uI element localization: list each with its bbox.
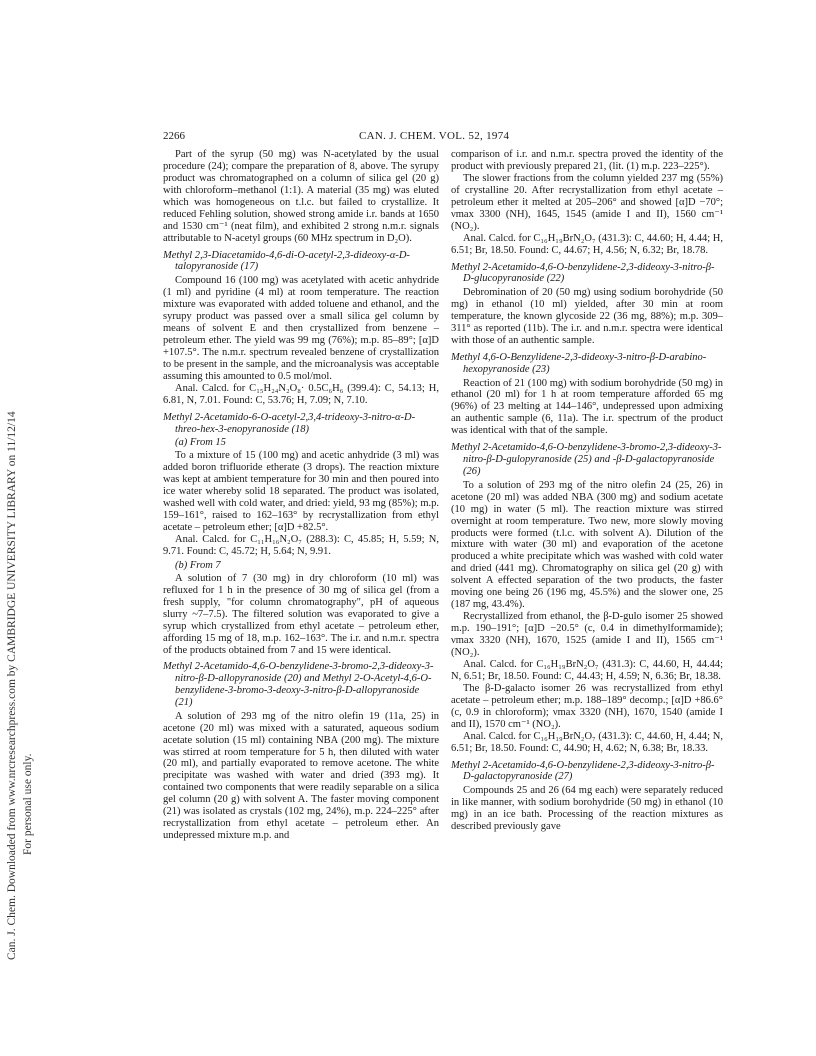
subsection-label: (a) From 15 <box>175 437 226 449</box>
compound-heading: Methyl 2-Acetamido-4,6-O-benzylidene-3-bromo-2,3-dideoxy-3-nitro-β-D-allopyranoside (20) and Methyl 2-O-Acetyl-4,6-O-benzylidene-3-bromo-3-deoxy-3-nitro-β-D-allopyranoside (21) <box>163 661 434 708</box>
paragraph: Compound 16 (100 mg) was acetylated with acetic anhydride (1 ml) and pyridine (4 ml) at room temperature. The reaction mixture was evaporated with added toluene and ethanol, and the syrupy product was passed over a small silica gel column by means of solvent E and then crystallized from benzene – petroleum ether. The yield was 99 mg (76%); m.p. 85–89°; [α]D +107.5°. The n.m.r. spectrum revealed benzene of crystallization to be present in the sample, and the microanalysis was acceptable assuming this amounted to 0.5 mol/mol. <box>163 275 439 382</box>
journal-citation: CAN. J. CHEM. VOL. 52, 1974 <box>359 130 510 142</box>
download-notice <box>2 200 62 960</box>
running-header <box>163 130 723 146</box>
paragraph: To a solution of 293 mg of the nitro olefin 24 (25, 26) in acetone (20 ml) was added NBA (300 mg) and sodium acetate (10 mg) in water (5 ml). The reaction mixture was stirred overnight at room temperature. Two new, more slowly moving products were formed (t.l.c. with solvent A). Dilution of the mixture with water (30 ml) and evaporation of the acetone produced a white precipitate which was washed with cold water and dried (441 mg). Chromatography on silica gel (20 g) with solvent A effected separation of the two products, the faster moving one being 26 (196 mg, 45.5%) and the slower one, 25 (187 mg, 43.4%). <box>451 479 723 611</box>
compound-heading: Methyl 4,6-O-Benzylidene-2,3-dideoxy-3-nitro-β-D-arabino-hexopyranoside (23) <box>451 351 707 375</box>
paragraph: Anal. Calcd. for C₁₅H₂₄N₂O₈· 0.5C₆H₆ (399.4): C, 54.13; H, 6.81, N, 7.01. Found: C, 53.76; H, 7.09; N, 7.10. <box>163 382 439 406</box>
page-number: 2266 <box>163 130 185 142</box>
paragraph: A solution of 293 mg of the nitro olefin 19 (11a, 25) in acetone (20 ml) was mixed with a saturated, aqueous sodium acetate solution (15 ml) containing NBA (200 mg). The mixture was stirred at room temperature for 5 h, then diluted with water (20 ml), and partially evaporated to remove acetone. The white precipitate was washed with water and dried (393 mg). It contained two components that were readily separable on a silica gel column (20 g) with solvent A. The faster moving component (21) was isolated as crystals (102 mg, 24%), m.p. 224–225° after recrystallization from ethyl acetate – petroleum ether. An undepressed mixture m.p. and <box>163 710 439 842</box>
paragraph: Anal. Calcd. for C₁₆H₁₉BrN₂O₇ (431.3): C, 44.60, H, 4.44; N, 6.51; Br, 18.50. Found: C, 44.90; H, 4.62; N, 6.38; Br, 18.33. <box>451 730 723 754</box>
left-column <box>163 149 439 842</box>
paragraph: comparison of i.r. and n.m.r. spectra proved the identity of the product with previously prepared 21, (lit. (1) m.p. 223–225°). <box>451 149 723 172</box>
subsection-label: (b) From 7 <box>175 559 221 571</box>
paragraph: Part of the syrup (50 mg) was N-acetylated by the usual procedure (24); compare the preparation of 8, above. The syrupy product was chromatographed on a column of silica gel (20 g) with chloroform–methanol (1:1). A material (35 mg) was eluted which was homogeneous on t.l.c. but failed to crystallize. It reduced Fehling solution, showed strong amide i.r. bands at 1650 and 1530 cm⁻¹ (neat film), and exhibited 2 strong n.m.r. signals attributable to N-acetyl groups (60 MHz spectrum in D₂O). <box>163 149 439 244</box>
paragraph: Compounds 25 and 26 (64 mg each) were separately reduced in like manner, with sodium borohydride (50 mg) in ethanol (10 mg) in an ice bath. Processing of the reaction mixtures as described previously gave <box>451 785 723 833</box>
compound-heading: Methyl 2-Acetamido-4,6-O-benzylidene-2,3-dideoxy-3-nitro-β-D-glucopyranoside (22) <box>451 261 715 285</box>
paragraph: Anal. Calcd. for C₁₆H₁₉BrN₂O₇ (431.3): C, 44.60; H, 4.44; H, 6.51; Br, 18.50. Found: C, 44.67; H, 4.56; N, 6.32; Br, 18.78. <box>451 232 723 256</box>
compound-heading: Methyl 2-Acetamido-4,6-O-benzylidene-2,3-dideoxy-3-nitro-β-D-galactopyranoside (27) <box>451 759 715 783</box>
paragraph: Anal. Calcd. for C₁₁H₁₆N₂O₇ (288.3): C, 45.85; H, 5.59; N, 9.71. Found: C, 45.72; H, 5.64; N, 9.91. <box>163 533 439 557</box>
right-column <box>451 149 723 833</box>
paragraph: To a mixture of 15 (100 mg) and acetic anhydride (3 ml) was added boron trifluoride etherate (3 drops). The reaction mixture was kept at ambient temperature for 30 min and then poured into ice water whereby solid 18 separated. The product was isolated, washed well with cold water, and dried: yield, 93 mg (85%); m.p. 159–161°, raised to 162–163° by recrystallization from ethyl acetate – petroleum ether; [α]D +82.5°. <box>163 450 439 533</box>
paragraph: Anal. Calcd. for C₁₆H₁₉BrN₂O₇ (431.3): C, 44.60, H, 44.44; N, 6.51; Br, 18.50. Found: C, 44.43; H, 4.59; N, 6.36; Br, 18.38. <box>451 658 723 682</box>
compound-heading: Methyl 2-Acetamido-6-O-acetyl-2,3,4-trideoxy-3-nitro-α-D-threo-hex-3-enopyranoside (18) <box>163 411 416 435</box>
paragraph: Recrystallized from ethanol, the β-D-gulo isomer 25 showed m.p. 190–191°; [α]D −20.5° (c, 0.4 in dimethylformamide); νmax 3320 (NH), 1670, 1525 (amide I and II), 1565 cm⁻¹ (NO₂). <box>451 611 723 659</box>
paragraph: The slower fractions from the column yielded 237 mg (55%) of crystalline 20. After recrystallization from ethyl acetate – petroleum ether it melted at 205–206° and showed [α]D −70°; νmax 3300 (NH), 1645, 1545 (amide I and II), 1560 cm⁻¹ (NO₂). <box>451 172 723 232</box>
compound-heading: Methyl 2,3-Diacetamido-4,6-di-O-acetyl-2,3-dideoxy-α-D-talopyranoside (17) <box>163 249 410 273</box>
paragraph: Debromination of 20 (50 mg) using sodium borohydride (50 mg) in ethanol (10 ml) yielded, after 30 min at room temperature, the known glycoside 22 (36 mg, 88%); m.p. 309–311° as reported (11b). The i.r. and n.m.r. spectra were identical with those of an authentic sample. <box>451 287 723 346</box>
download-notice-line-1: Can. J. Chem. Downloaded from www.nrcresearchpress.com by CAMBRIDGE UNIVERSITY LIBRARY on 11/12/14 <box>6 411 18 960</box>
paragraph: The β-D-galacto isomer 26 was recrystallized from ethyl acetate – petroleum ether; m.p. 188–189° decomp.; [α]D +86.6° (c, 0.9 in chloroform); νmax 3320 (NH), 1670, 1540 (amide I and II), 1570 cm⁻¹ (NO₂). <box>451 682 723 730</box>
paragraph: Reaction of 21 (100 mg) with sodium borohydride (50 mg) in ethanol (20 ml) for 1 h at room temperature afforded 65 mg (96%) of 23 melting at 144–146°, undepressed upon admixing an authentic sample (6, 11a). The i.r. spectrum of the product was identical with that of the sample. <box>451 377 723 437</box>
compound-heading: Methyl 2-Acetamido-4,6-O-benzylidene-3-bromo-2,3-dideoxy-3-nitro-β-D-gulopyranoside (25) and -β-D-galactopyranoside (26) <box>451 442 722 477</box>
download-notice-line-2: For personal use only. <box>22 753 34 855</box>
paragraph: A solution of 7 (30 mg) in dry chloroform (10 ml) was refluxed for 1 h in the presence of 30 mg of silica gel (from a fresh supply, "for column chromatography", pH of aqueous slurry ~7–7.5). The filtered solution was evaporated to give a syrup which crystallized from ethyl acetate – petroleum ether, affording 15 mg of 18, m.p. 162–163°. The i.r. and n.m.r. spectra of the products obtained from 7 and 15 were identical. <box>163 572 439 656</box>
